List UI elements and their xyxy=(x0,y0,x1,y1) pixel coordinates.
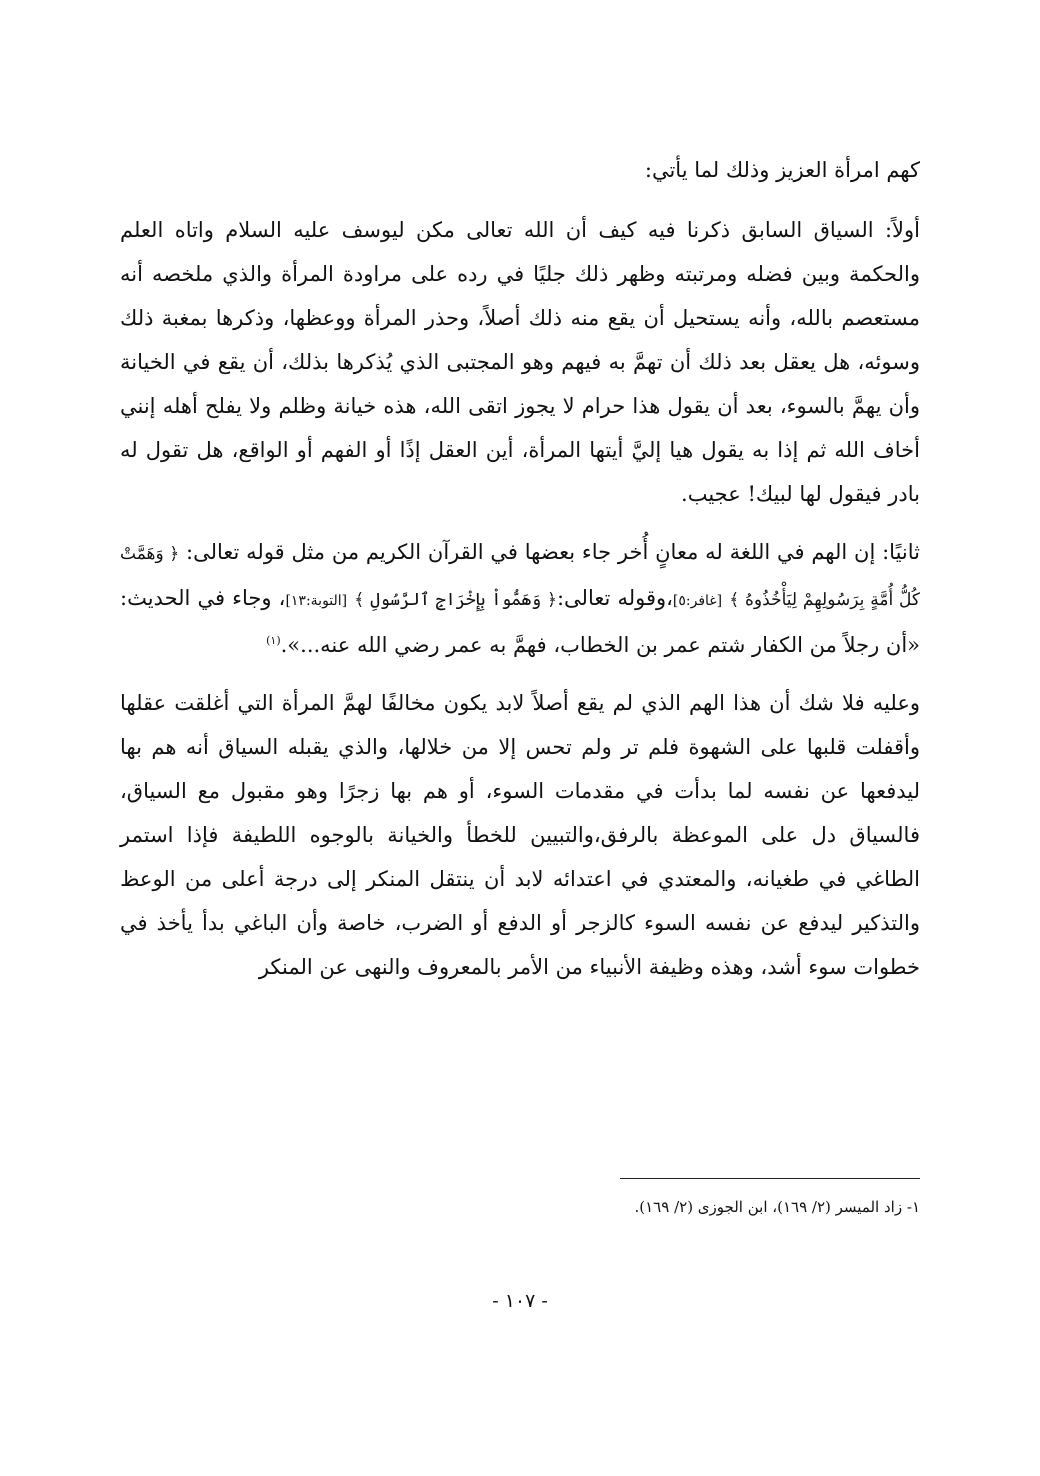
verse-reference-tawbah: [التوبة:١٣] xyxy=(285,593,348,609)
quran-verse-tawbah: ﴿ وَهَمُّواْ بِإِخْرَاجِ ٱلرَّسُولِ ﴾ xyxy=(354,590,557,610)
paragraph-first-point: أولاً: السياق السابق ذكرنا فيه كيف أن الله تعالى مكن ليوسف عليه السلام واتاه العلم والحكمة وبين فضله ومرتبته وظهر ذلك جليًا في رده على مراودة المرأة والذي ملخصه أنه مستعصم بالله، وأنه يستحيل أن يقع منه ذلك أصلاً، وحذر المرأة ووعظها، وذكرها بمغبة ذلك وسوئه، هل يعقل بعد ذلك أن تهمَّ به فيهم وهو المجتبى الذي يُذكرها بذلك، أن يقع في الخيانة وأن يهمَّ بالسوء، بعد أن يقول هذا حرام لا يجوز اتقى الله، هذه خيانة وظلم ولا يفلح أهله إنني أخاف الله ثم إذا به يقول هيا إليَّ أيتها المرأة، أين العقل إذًا أو الفهم أو الواقع، هل تقول له بادر فيقول لها لبيك! عجيب. xyxy=(120,218,920,506)
main-text xyxy=(120,148,920,1003)
footnote-separator xyxy=(620,1178,920,1179)
quran-verse-ghafir: ﴿ وَهَمَّتْ كُلُّ أُمَّةٍ بِرَسُولِهِمْ لِيَأْخُذُوهُ ﴾ xyxy=(120,544,920,610)
hadith-text: ، وجاء في الحديث: «أن رجلاً من الكفار شتم عمر بن الخطاب، فهمَّ به عمر رضي الله عنه...». xyxy=(120,586,920,657)
second-point-connector: ،وقوله تعالى: xyxy=(556,586,673,610)
page-number: - ١٠٧ - xyxy=(492,1290,548,1312)
verse-reference-ghafir: [غافر:٥] xyxy=(672,593,723,609)
second-point-lead: ثانيًا: إن الهم في اللغة له معانٍ أُخر جاء بعضها في القرآن الكريم من مثل قوله تعالى: xyxy=(186,540,920,564)
footnote-text: ١- زاد الميسر (٢/ ١٦٩)، ابن الجوزى (٢/ ١٦٩). xyxy=(634,1198,920,1216)
paragraph-second-point xyxy=(120,530,920,667)
paragraph-intro: كهم امرأة العزيز وذلك لما يأتي: xyxy=(644,158,920,182)
footnote-marker[interactable]: (١) xyxy=(266,634,281,647)
paragraph-conclusion: وعليه فلا شك أن هذا الهم الذي لم يقع أصلاً لابد يكون مخالفًا لهمَّ المرأة التي أغلقت عقلها وأقفلت قلبها على الشهوة فلم تر ولم تحس إلا من خلالها، والذي يقبله السياق أنه هم بها ليدفعها عن نفسه لما بدأت في مقدمات السوء، أو هم بها زجرًا وهو مقبول مع السياق، فالسياق دل على الموعظة بالرفق،والتبيين للخطأ والخيانة بالوجوه اللطيفة فإذا استمر الطاغي في طغيانه، والمعتدي في اعتدائه لابد أن ينتقل المنكر إلى درجة أعلى من الوعظ والتذكير ليدفع عن نفسه السوء كالزجر أو الدفع أو الضرب، خاصة وأن الباغي بدأ يأخذ في خطوات سوء أشد، وهذه وظيفة الأنبياء من الأمر بالمعروف والنهى عن المنكر xyxy=(120,691,920,979)
